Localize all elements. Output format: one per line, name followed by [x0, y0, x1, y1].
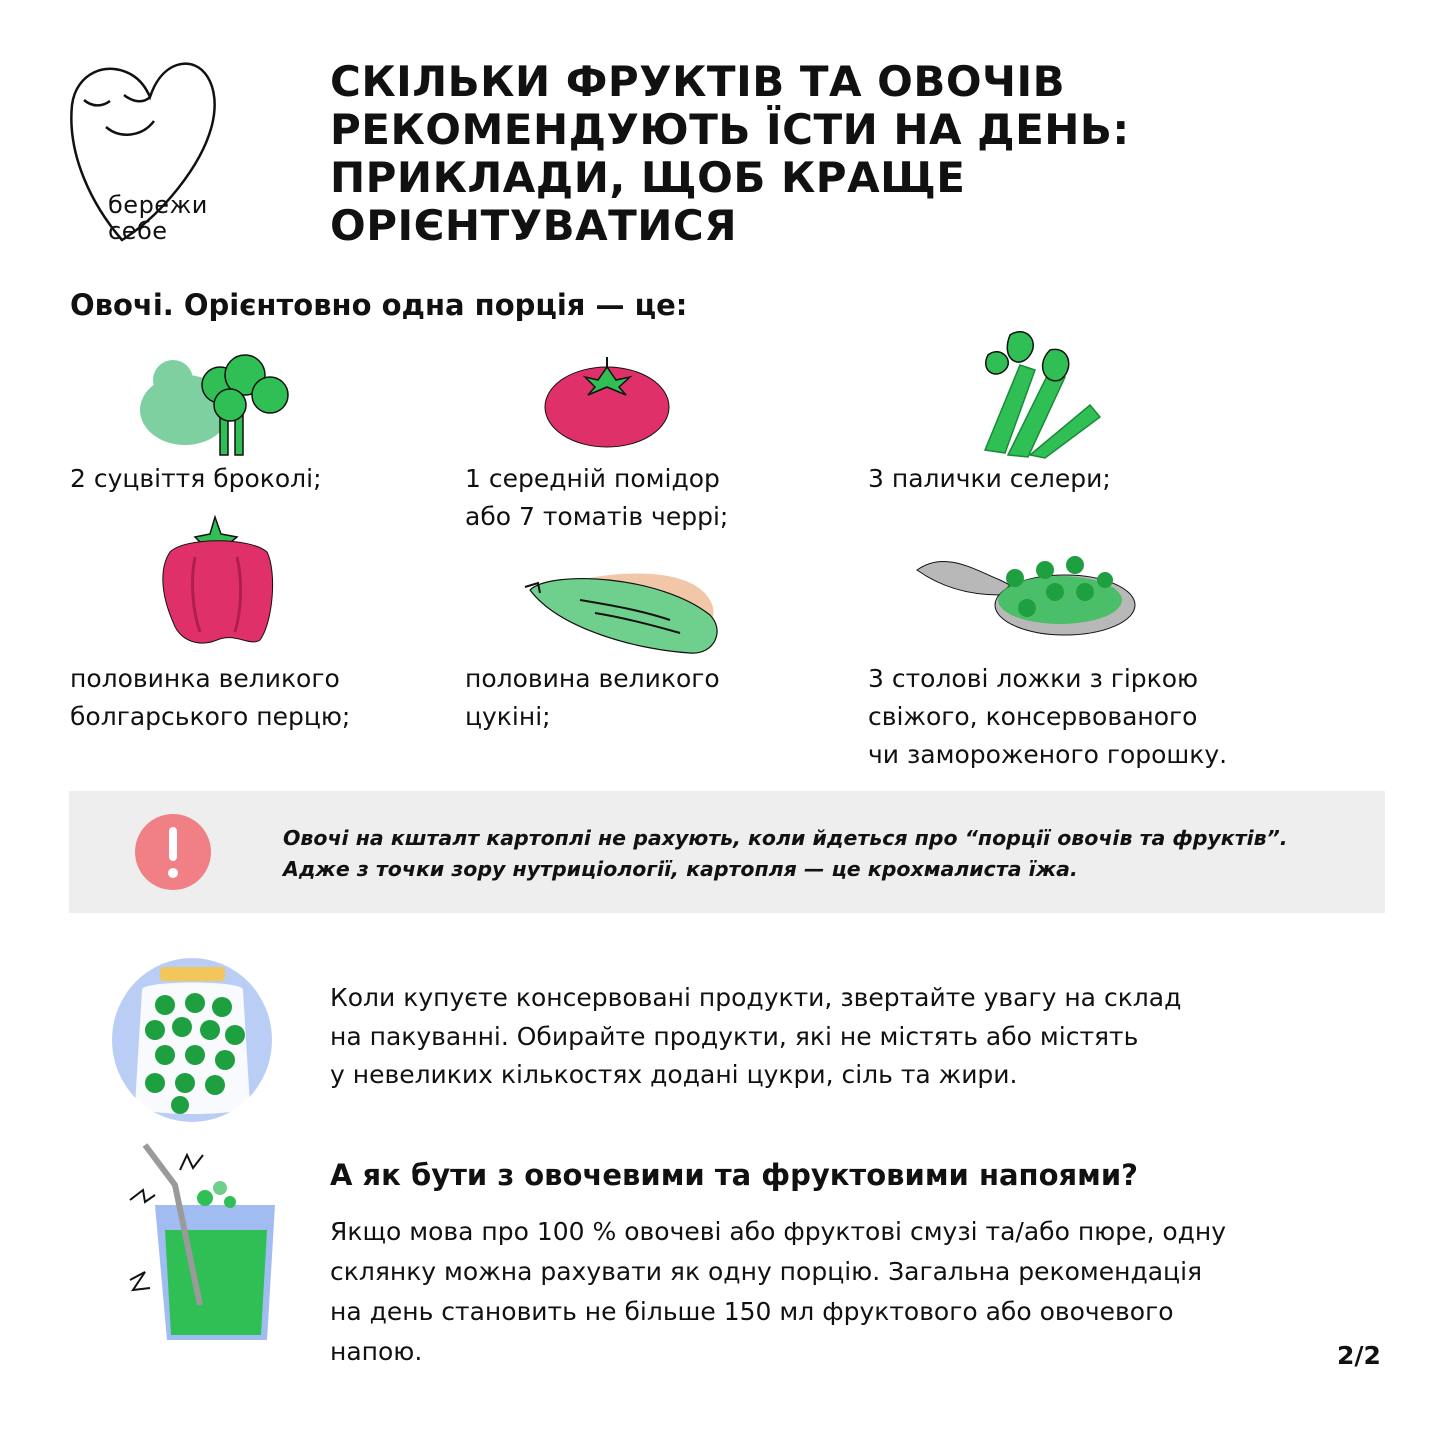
canned-products-text: Коли купуєте консервовані продукти, звертайте увагу на склад на пакуванні. Обирайте продукти, які не містять або містять у невеликих кількостях додані цукри, сіль та жири. — [330, 983, 1182, 1089]
exclamation-icon — [134, 813, 212, 891]
vegetables-heading: Овочі. Орієнтовно одна порція — це: — [70, 288, 688, 322]
veg-item-peas: 3 столові ложки з гіркою свіжого, консервованого чи замороженого горошку. — [868, 664, 1228, 769]
veg-item-pepper: половинка великого болгарського перцю; — [70, 664, 351, 731]
veg-item-celery: 3 палички селери; — [868, 464, 1111, 493]
page-title: СКІЛЬКИ ФРУКТІВ ТА ОВОЧІВ РЕКОМЕНДУЮТЬ ЇСТИ НА ДЕНЬ: ПРИКЛАДИ, ЩОБ КРАЩЕ ОРІЄНТУВАТИСЯ — [330, 57, 1130, 250]
peas-spoon-icon — [915, 550, 1140, 640]
veg-item-broccoli: 2 суцвіття броколі; — [70, 464, 322, 493]
drinks-text: Якщо мова про 100 % овочеві або фруктові смузі та/або пюре, одну склянку можна рахувати як одну порцію. Загальна рекомендація на день становить не більше 150 мл фруктового або овочевого напою. — [330, 1217, 1227, 1366]
broccoli-icon — [135, 350, 305, 460]
smoothie-glass-icon — [125, 1140, 305, 1360]
potato-note-text: Овочі на кшталт картоплі не рахують, коли йдеться про “порції овочів та фруктів”. Адже з точки зору нутриціології, картопля — це крохмалиста їжа. — [283, 826, 1288, 881]
bell-pepper-icon — [155, 512, 280, 647]
canned-peas-jar-icon — [110, 955, 275, 1125]
veg-item-zucchini: половина великого цукіні; — [465, 664, 720, 731]
celery-icon — [980, 325, 1120, 460]
tomato-icon — [540, 355, 675, 450]
brand-name: бережи себе — [108, 191, 208, 245]
drinks-heading: А як бути з овочевими та фруктовими напоями? — [330, 1158, 1138, 1192]
zucchini-icon — [520, 565, 755, 660]
veg-item-tomato: 1 середній помідор або 7 томатів черрі; — [465, 464, 729, 531]
page-number: 2/2 — [1337, 1341, 1381, 1370]
